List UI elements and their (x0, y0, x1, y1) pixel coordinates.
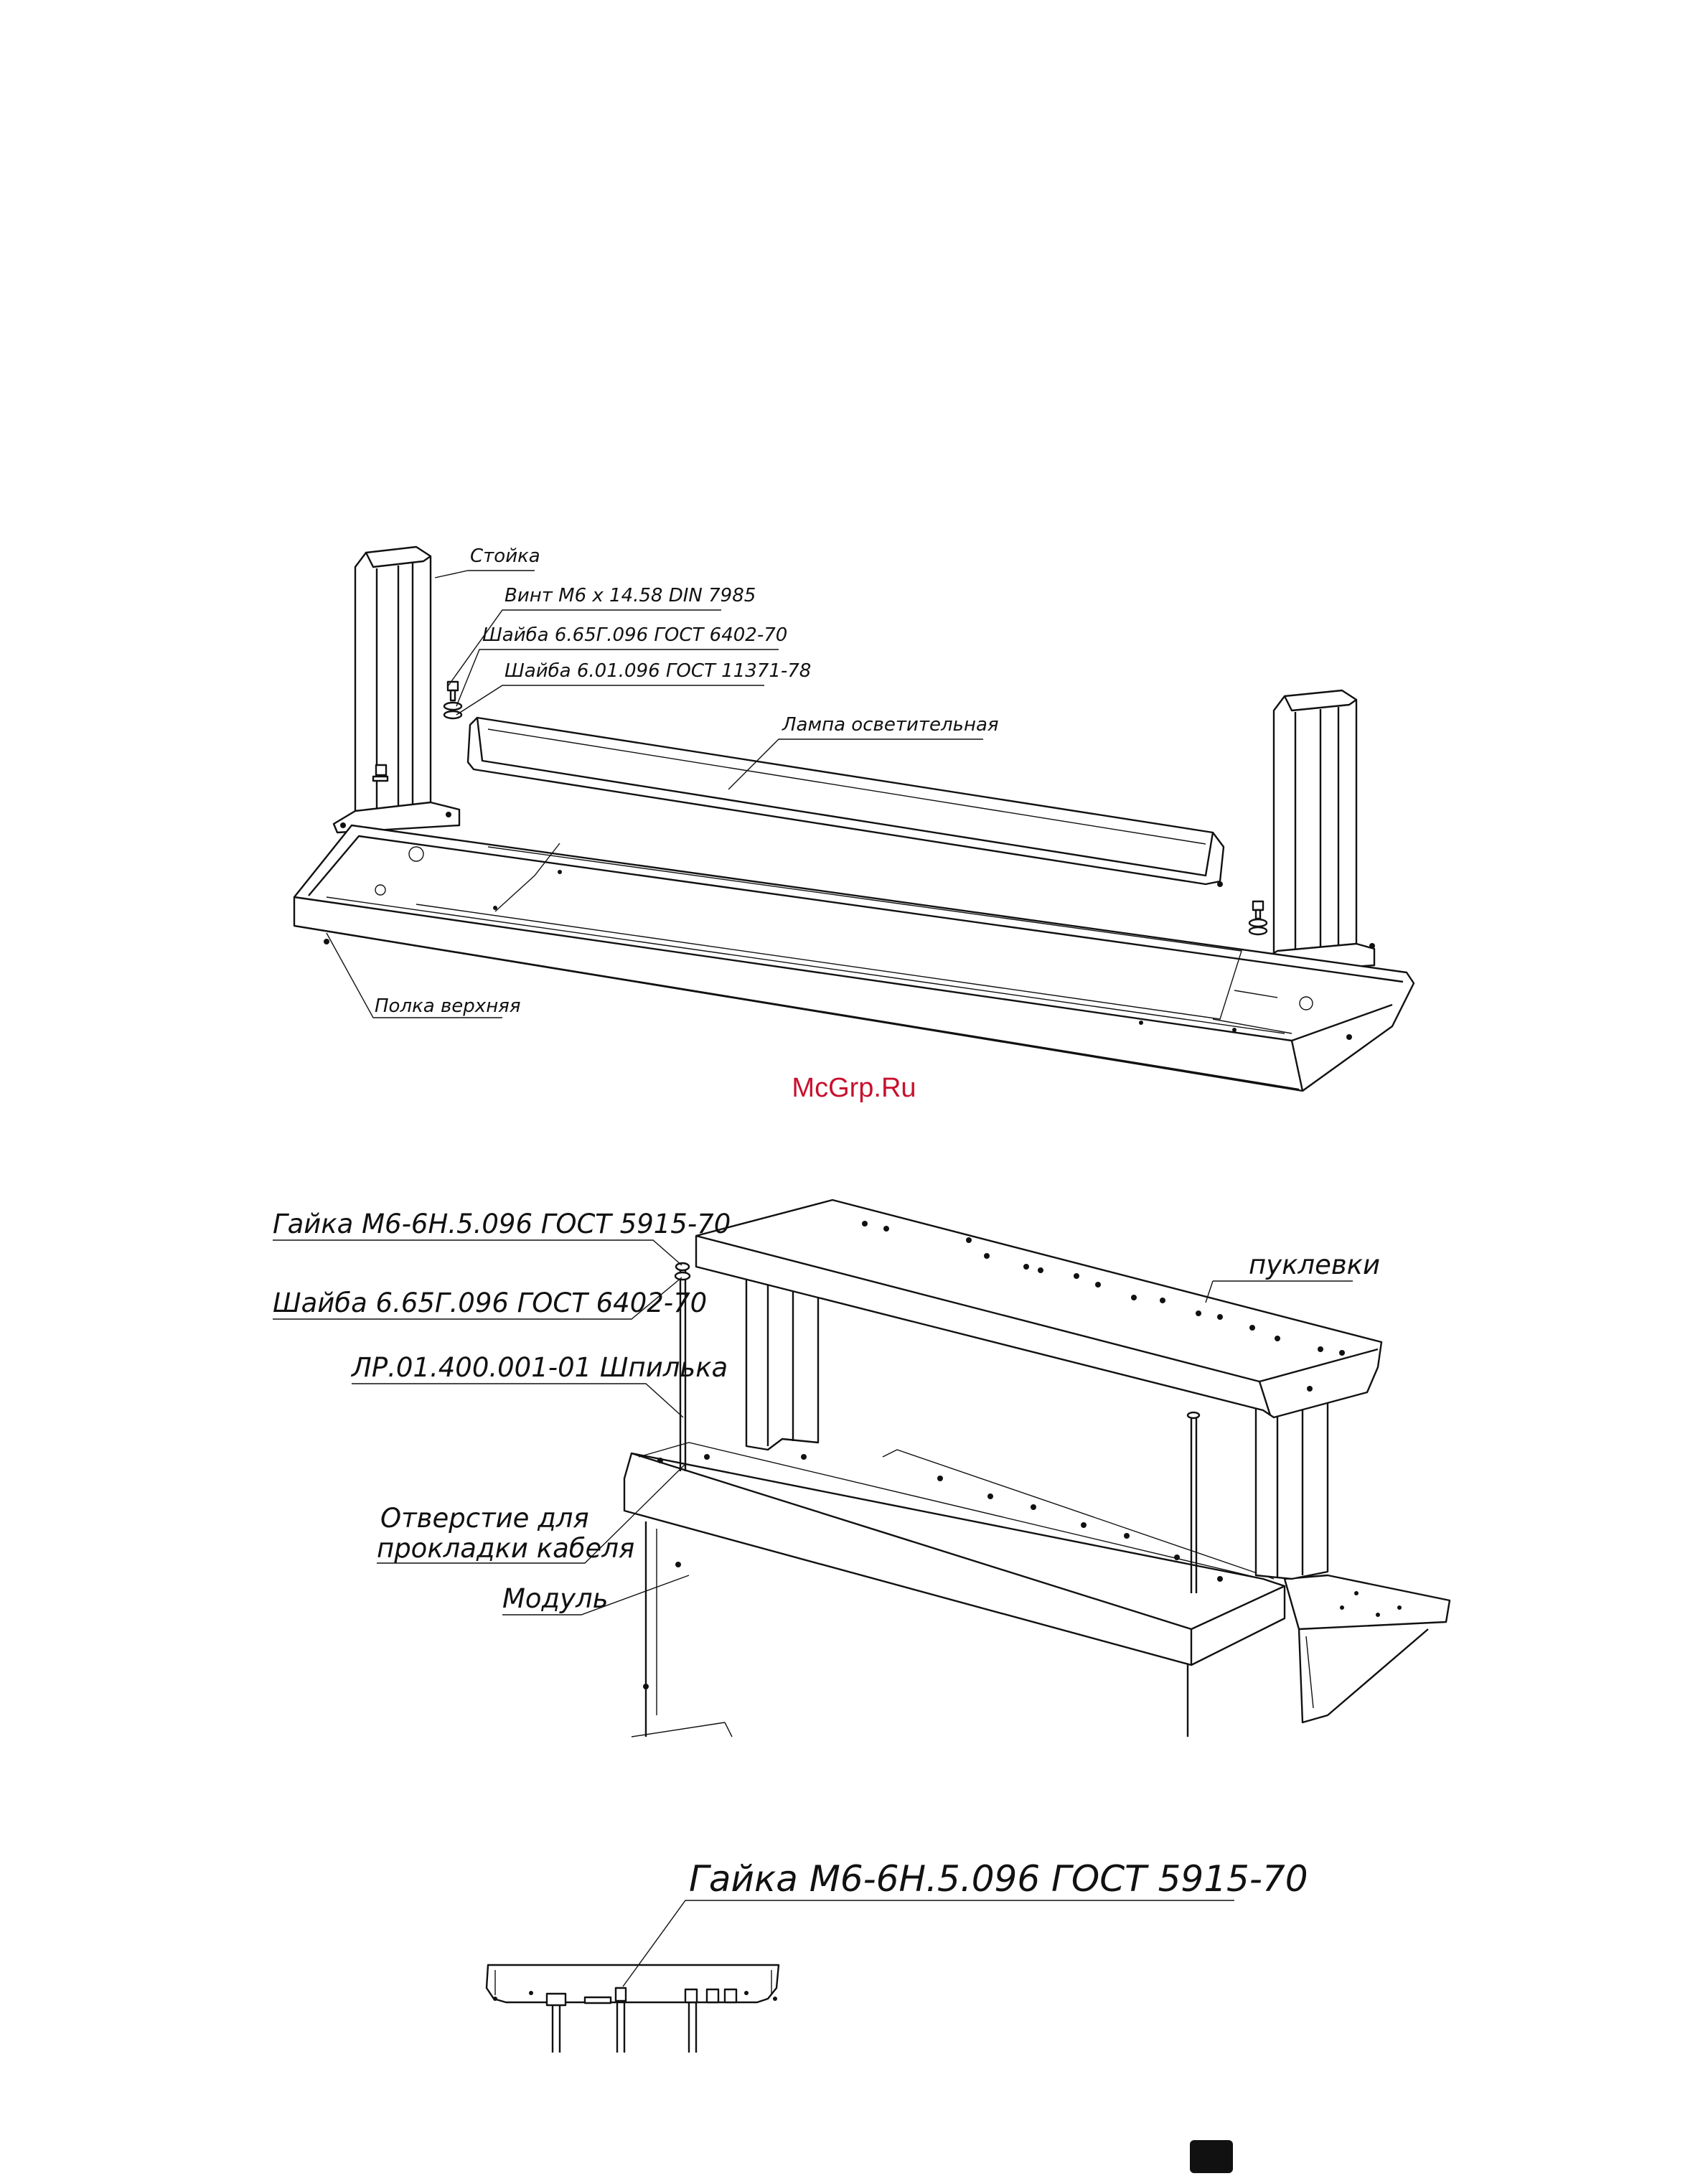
right-post (1259, 690, 1375, 973)
label-screw: Винт М6 х 14.58 DIN 7985 (505, 585, 756, 606)
label-module: Модуль (502, 1583, 609, 1614)
figure-2-shelf-on-module (273, 1200, 1450, 1737)
label-cable-hole-line1: Отверстие для (380, 1503, 589, 1534)
page-number-marker (1190, 2140, 1233, 2173)
label-stud: ЛР.01.400.001-01 Шпилька (352, 1352, 728, 1383)
figure-1-upper-shelf-exploded (294, 545, 1414, 1091)
upper-shelf-tray (294, 825, 1414, 1091)
label-plugs: пуклевки (1249, 1249, 1381, 1280)
side-view-shelf (487, 1965, 779, 2053)
label-nut-side: Гайка М6-6Н.5.096 ГОСТ 5915-70 (689, 1858, 1308, 1900)
label-washer-flat: Шайба 6.01.096 ГОСТ 11371-78 (505, 660, 812, 682)
screw-washer-set-right (1249, 901, 1267, 934)
label-lamp: Лампа осветительная (782, 714, 999, 736)
label-cable-hole-line2: прокладки кабеля (377, 1533, 635, 1564)
label-washer: Шайба 6.65Г.096 ГОСТ 6402-70 (273, 1288, 708, 1318)
figure-3-side-view (487, 1858, 1308, 2053)
module-top-shelf (624, 1443, 1285, 1665)
label-nut: Гайка М6-6Н.5.096 ГОСТ 5915-70 (273, 1209, 731, 1239)
watermark: McGrp.Ru (792, 1073, 916, 1103)
side-bracket (1285, 1575, 1450, 1722)
label-washer-spring: Шайба 6.65Г.096 ГОСТ 6402-70 (482, 624, 788, 646)
label-post: Стойка (470, 545, 540, 567)
label-shelf: Полка верхняя (375, 995, 521, 1017)
left-post (334, 547, 459, 833)
